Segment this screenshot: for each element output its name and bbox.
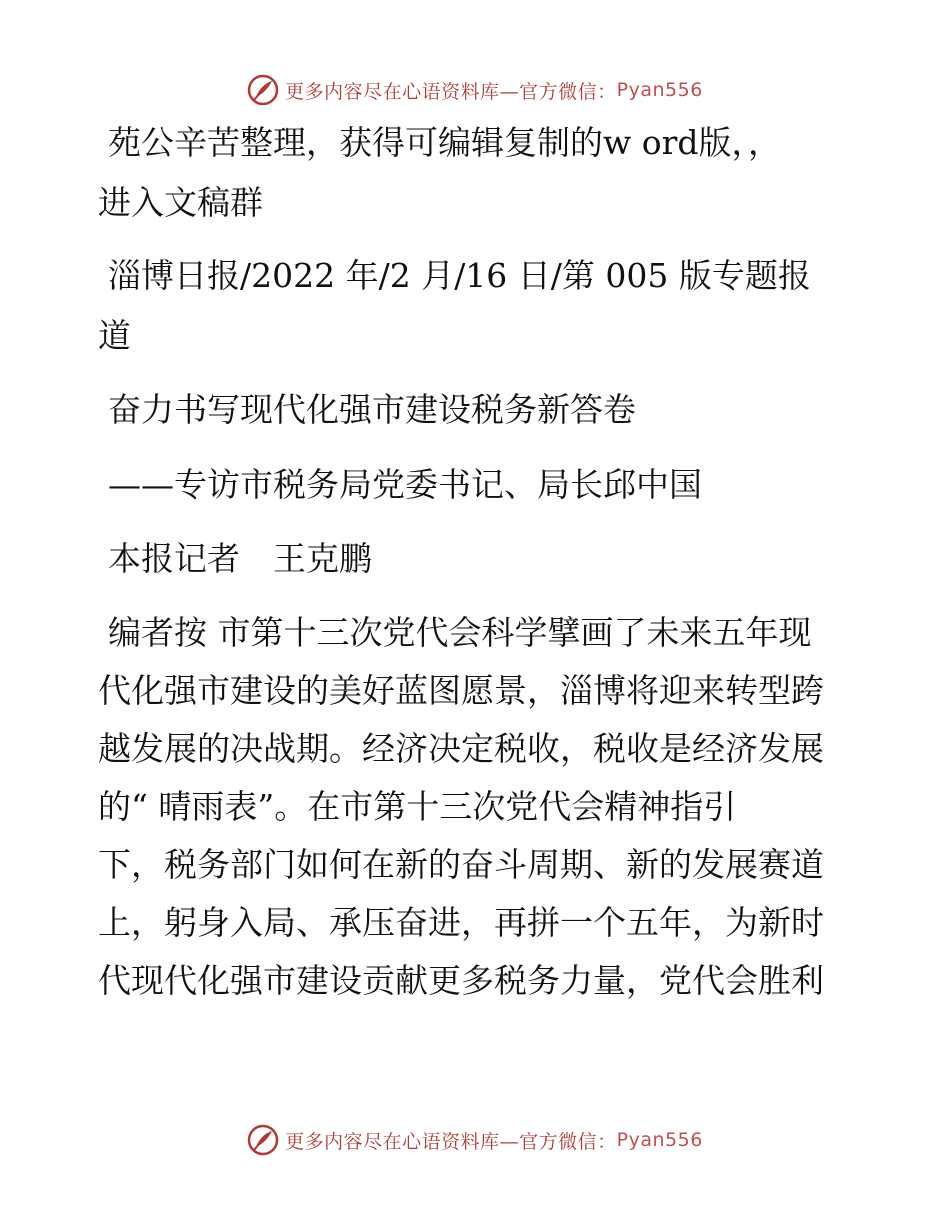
- byline: 本报记者 王克鹏: [108, 539, 372, 578]
- source-line-1: 淄博日报/2022 年/2 月/16 日/第 005 版专题报: [108, 256, 811, 295]
- watermark-text: 更多内容尽在心语资料库—官方微信：: [285, 1130, 617, 1153]
- editor-note-line-2: 代化强市建设的美好蓝图愿景，淄博将迎来转型跨: [98, 671, 824, 710]
- watermark-handle: Pyan556: [616, 79, 703, 101]
- watermark-handle: Pyan556: [616, 1129, 703, 1151]
- header-watermark: [0, 70, 950, 110]
- editor-note-line-7: 代现代化强市建设贡献更多税务力量，党代会胜利: [98, 961, 824, 1000]
- editor-note-line-1: 编者按 市第十三次党代会科学擘画了未来五年现: [108, 613, 812, 652]
- source-line-2: 道: [98, 316, 131, 355]
- editor-note-line-4: 的“ 晴雨表”。在市第十三次党代会精神指引: [98, 787, 737, 826]
- watermark-text: 更多内容尽在心语资料库—官方微信：: [285, 80, 617, 103]
- editor-note-line-5: 下，税务部门如何在新的奋斗周期、新的发展赛道: [98, 845, 824, 884]
- article-title: 奋力书写现代化强市建设税务新答卷: [108, 390, 636, 429]
- intro-line-1: 苑公辛苦整理，获得可编辑复制的w ord版，，: [108, 123, 782, 162]
- intro-line-2: 进入文稿群: [98, 183, 263, 222]
- editor-note-line-6: 上，躬身入局、承压奋进，再拼一个五年，为新时: [98, 903, 824, 942]
- footer-watermark: [0, 1120, 950, 1160]
- editor-note-line-3: 越发展的决战期。经济决定税收，税收是经济发展: [98, 729, 824, 768]
- article-subtitle: ——专访市税务局党委书记、局长邱中国: [108, 465, 702, 504]
- feather-pen-logo-icon: [247, 1124, 279, 1156]
- feather-pen-logo-icon: [247, 74, 279, 106]
